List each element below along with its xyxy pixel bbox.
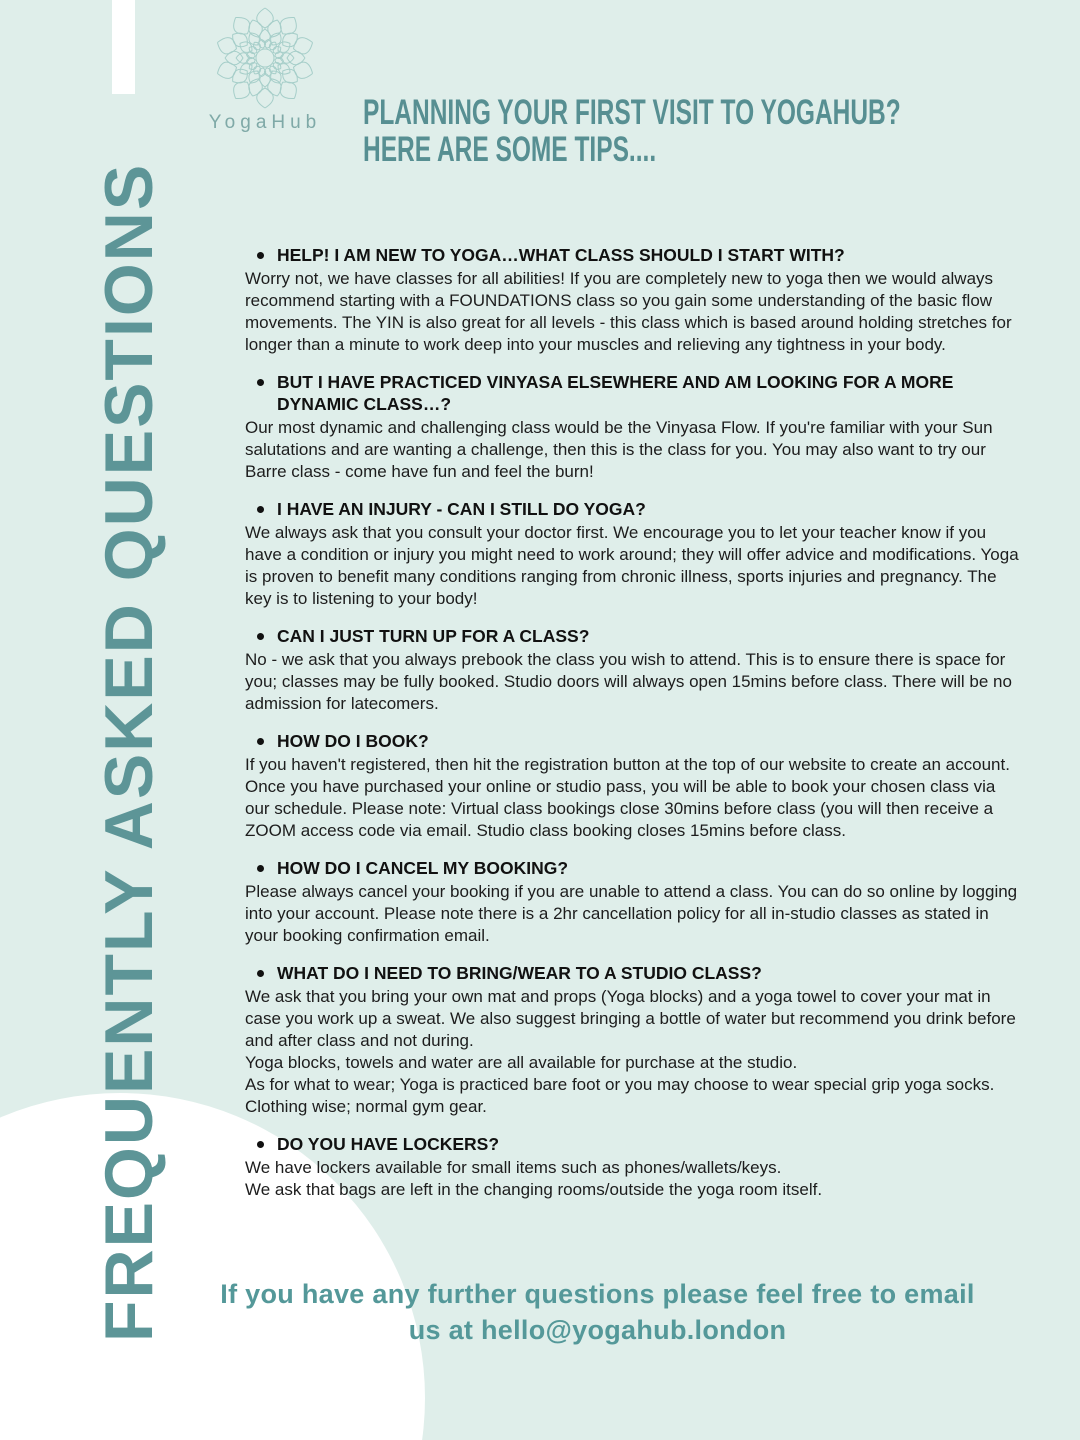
footer-line-2: us at hello@yogahub.london [408,1315,787,1345]
page-title-line-1: PLANNING YOUR FIRST VISIT TO YOGAHUB? [363,93,901,132]
faq-answer [245,417,1020,483]
faq-list [245,244,1020,1216]
faq-item [245,857,1020,947]
faq-answer-paragraph: We have lockers available for small items such as phones/wallets/keys. [245,1158,782,1177]
page-title [363,94,1080,168]
faq-answer [245,1157,1020,1201]
faq-question-text: I HAVE AN INJURY - CAN I STILL DO YOGA? [277,499,646,519]
faq-question [257,1133,1020,1155]
faq-question-text: HOW DO I CANCEL MY BOOKING? [277,858,569,878]
brand-wordmark: YogaHub [208,112,322,133]
faq-question-text: BUT I HAVE PRACTICED VINYASA ELSEWHERE AND AM LOOKING FOR A MORE DYNAMIC CLASS…? [277,372,954,414]
faq-question [257,857,1020,879]
faq-answer [245,754,1020,842]
faq-answer-paragraph: If you haven't registered, then hit the registration button at the top of our website to create an account. Once you have purchased your online or studio pass, you will be able to book your chosen class via our schedule. Please note: Virtual class bookings close 30mins before class (you will then receive a ZOOM access code via email. Studio class booking closes 15mins before class. [245,755,1010,840]
faq-question [257,498,1020,520]
bullet-icon [257,1141,264,1148]
faq-question [257,244,1020,266]
faq-item [245,962,1020,1118]
vertical-banner-title: FREQUENTLY ASKED QUESTIONS [91,162,167,1342]
faq-item [245,730,1020,842]
yogahub-logo [203,6,327,134]
bullet-icon [257,506,264,513]
faq-item [245,498,1020,610]
faq-item [245,244,1020,356]
bullet-icon [257,633,264,640]
faq-answer [245,986,1020,1118]
faq-question [257,962,1020,984]
bullet-icon [257,252,264,259]
faq-answer-paragraph: We ask that bags are left in the changing rooms/outside the yoga room itself. [245,1180,823,1199]
bullet-icon [257,738,264,745]
bullet-icon [257,379,264,386]
faq-question-text: HELP! I AM NEW TO YOGA…WHAT CLASS SHOULD I START WITH? [277,245,845,265]
page-title-line-2: HERE ARE SOME TIPS.... [363,130,657,169]
footer-line-1: If you have any further questions please feel free to email [220,1279,975,1309]
faq-item [245,625,1020,715]
faq-item [245,1133,1020,1201]
faq-answer-paragraph: No - we ask that you always prebook the class you wish to attend. This is to ensure there is space for you; classes may be fully booked. Studio doors will always open 15mins before class. There will be no admission for latecomers. [245,650,1012,713]
faq-answer-paragraph: We always ask that you consult your doctor first. We encourage you to let your teacher know if you have a condition or injury you might need to work around; they will offer advice and modifications. Yoga is proven to benefit many conditions ranging from chronic illness, sports injuries and pregnancy. The key is to listening to your body! [245,523,1019,608]
faq-answer-paragraph: Please always cancel your booking if you are unable to attend a class. You can do so online by logging into your account. Please note there is a 2hr cancellation policy for all in-studio classes as stated in your booking confirmation email. [245,882,1018,945]
faq-answer-paragraph: Worry not, we have classes for all abilities! If you are completely new to yoga then we would always recommend starting with a FOUNDATIONS class so you gain some understanding of the basic flow movements. The YIN is also great for all levels - this class which is based around holding stretches for longer than a minute to work deep into your muscles and relieving any tightness in your body. [245,269,1012,354]
faq-question [257,371,1020,415]
bullet-icon [257,865,264,872]
faq-question-text: HOW DO I BOOK? [277,731,429,751]
faq-question [257,625,1020,647]
faq-answer [245,522,1020,610]
faq-answer [245,649,1020,715]
bullet-icon [257,970,264,977]
footer-note [110,1276,1080,1348]
decorative-stripe [112,0,135,94]
faq-answer [245,881,1020,947]
lotus-mandala-icon [203,6,327,110]
faq-answer-paragraph: Our most dynamic and challenging class would be the Vinyasa Flow. If you're familiar with your Sun salutations and are wanting a challenge, then this is the class for you. You may also want to try our Barre class - come have fun and feel the burn! [245,418,993,481]
faq-answer-paragraph: We ask that you bring your own mat and props (Yoga blocks) and a yoga towel to cover your mat in case you work up a sweat. We also suggest bringing a bottle of water but recommend you drink before and after class and not during. [245,987,1016,1050]
faq-answer-paragraph: Yoga blocks, towels and water are all available for purchase at the studio. [245,1053,798,1072]
faq-answer-paragraph: As for what to wear; Yoga is practiced bare foot or you may choose to wear special grip yoga socks. Clothing wise; normal gym gear. [245,1075,995,1116]
faq-question-text: DO YOU HAVE LOCKERS? [277,1134,500,1154]
faq-item [245,371,1020,483]
faq-question [257,730,1020,752]
faq-question-text: WHAT DO I NEED TO BRING/WEAR TO A STUDIO CLASS? [277,963,762,983]
faq-question-text: CAN I JUST TURN UP FOR A CLASS? [277,626,590,646]
faq-answer [245,268,1020,356]
